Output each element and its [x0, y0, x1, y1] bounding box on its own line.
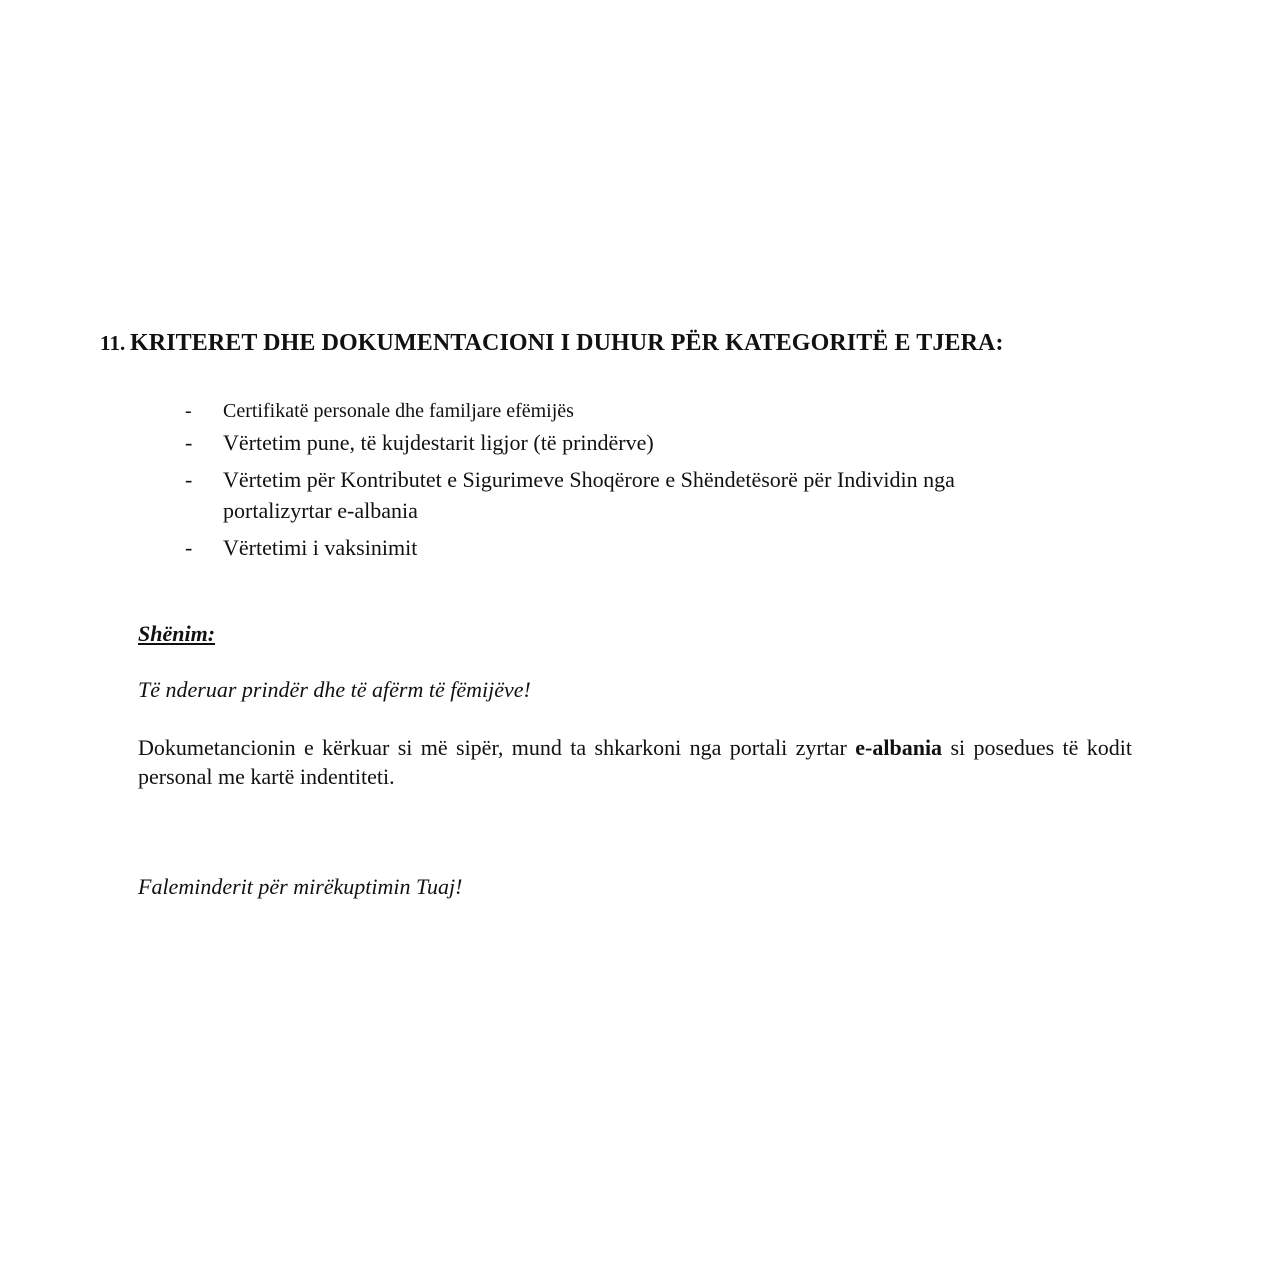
list-item-continuation — [185, 495, 1185, 526]
list-item-text: Vërtetim pune, të kujdestarit ligjor (të prindërve) — [223, 430, 654, 455]
note-greeting: Të nderuar prindër dhe të afërm të fëmijëve! — [138, 677, 531, 702]
portal-name: e-albania — [855, 735, 943, 760]
bullet-dash: - — [185, 535, 193, 560]
note-text-after: si posedues të kodit personal me kartë indentiteti. — [138, 735, 1132, 789]
note-text-before: Dokumetancionin e kërkuar si më sipër, mund ta shkarkoni nga portali zyrtar — [138, 735, 856, 760]
bullet-dash: - — [185, 467, 193, 492]
list-item-text: Certifikatë personale dhe familjare efëmijës — [223, 400, 574, 422]
list-item-text: Vërtetimi i vaksinimit — [223, 535, 418, 560]
required-documents-list — [185, 396, 1185, 563]
section-number: 11. — [100, 331, 126, 355]
section-heading — [100, 330, 1200, 357]
list-item — [185, 427, 1185, 458]
list-item-text: portalizyrtar e-albania — [223, 498, 418, 523]
section-title: KRITERET DHE DOKUMENTACIONI I DUHUR PËR KATEGORITË E TJERA: — [130, 330, 1004, 356]
bullet-dash: - — [185, 430, 193, 455]
note-label: Shënim: — [138, 621, 216, 646]
list-item — [185, 532, 1185, 563]
list-item — [185, 464, 1185, 495]
bullet-dash: - — [185, 400, 192, 422]
list-item-text: Vërtetim për Kontributet e Sigurimeve Shoqërore e Shëndetësorë për Individin nga — [223, 467, 955, 492]
closing-text: Faleminderit për mirëkuptimin Tuaj! — [138, 874, 463, 899]
note-paragraph — [138, 733, 1132, 791]
list-item — [185, 396, 1185, 427]
